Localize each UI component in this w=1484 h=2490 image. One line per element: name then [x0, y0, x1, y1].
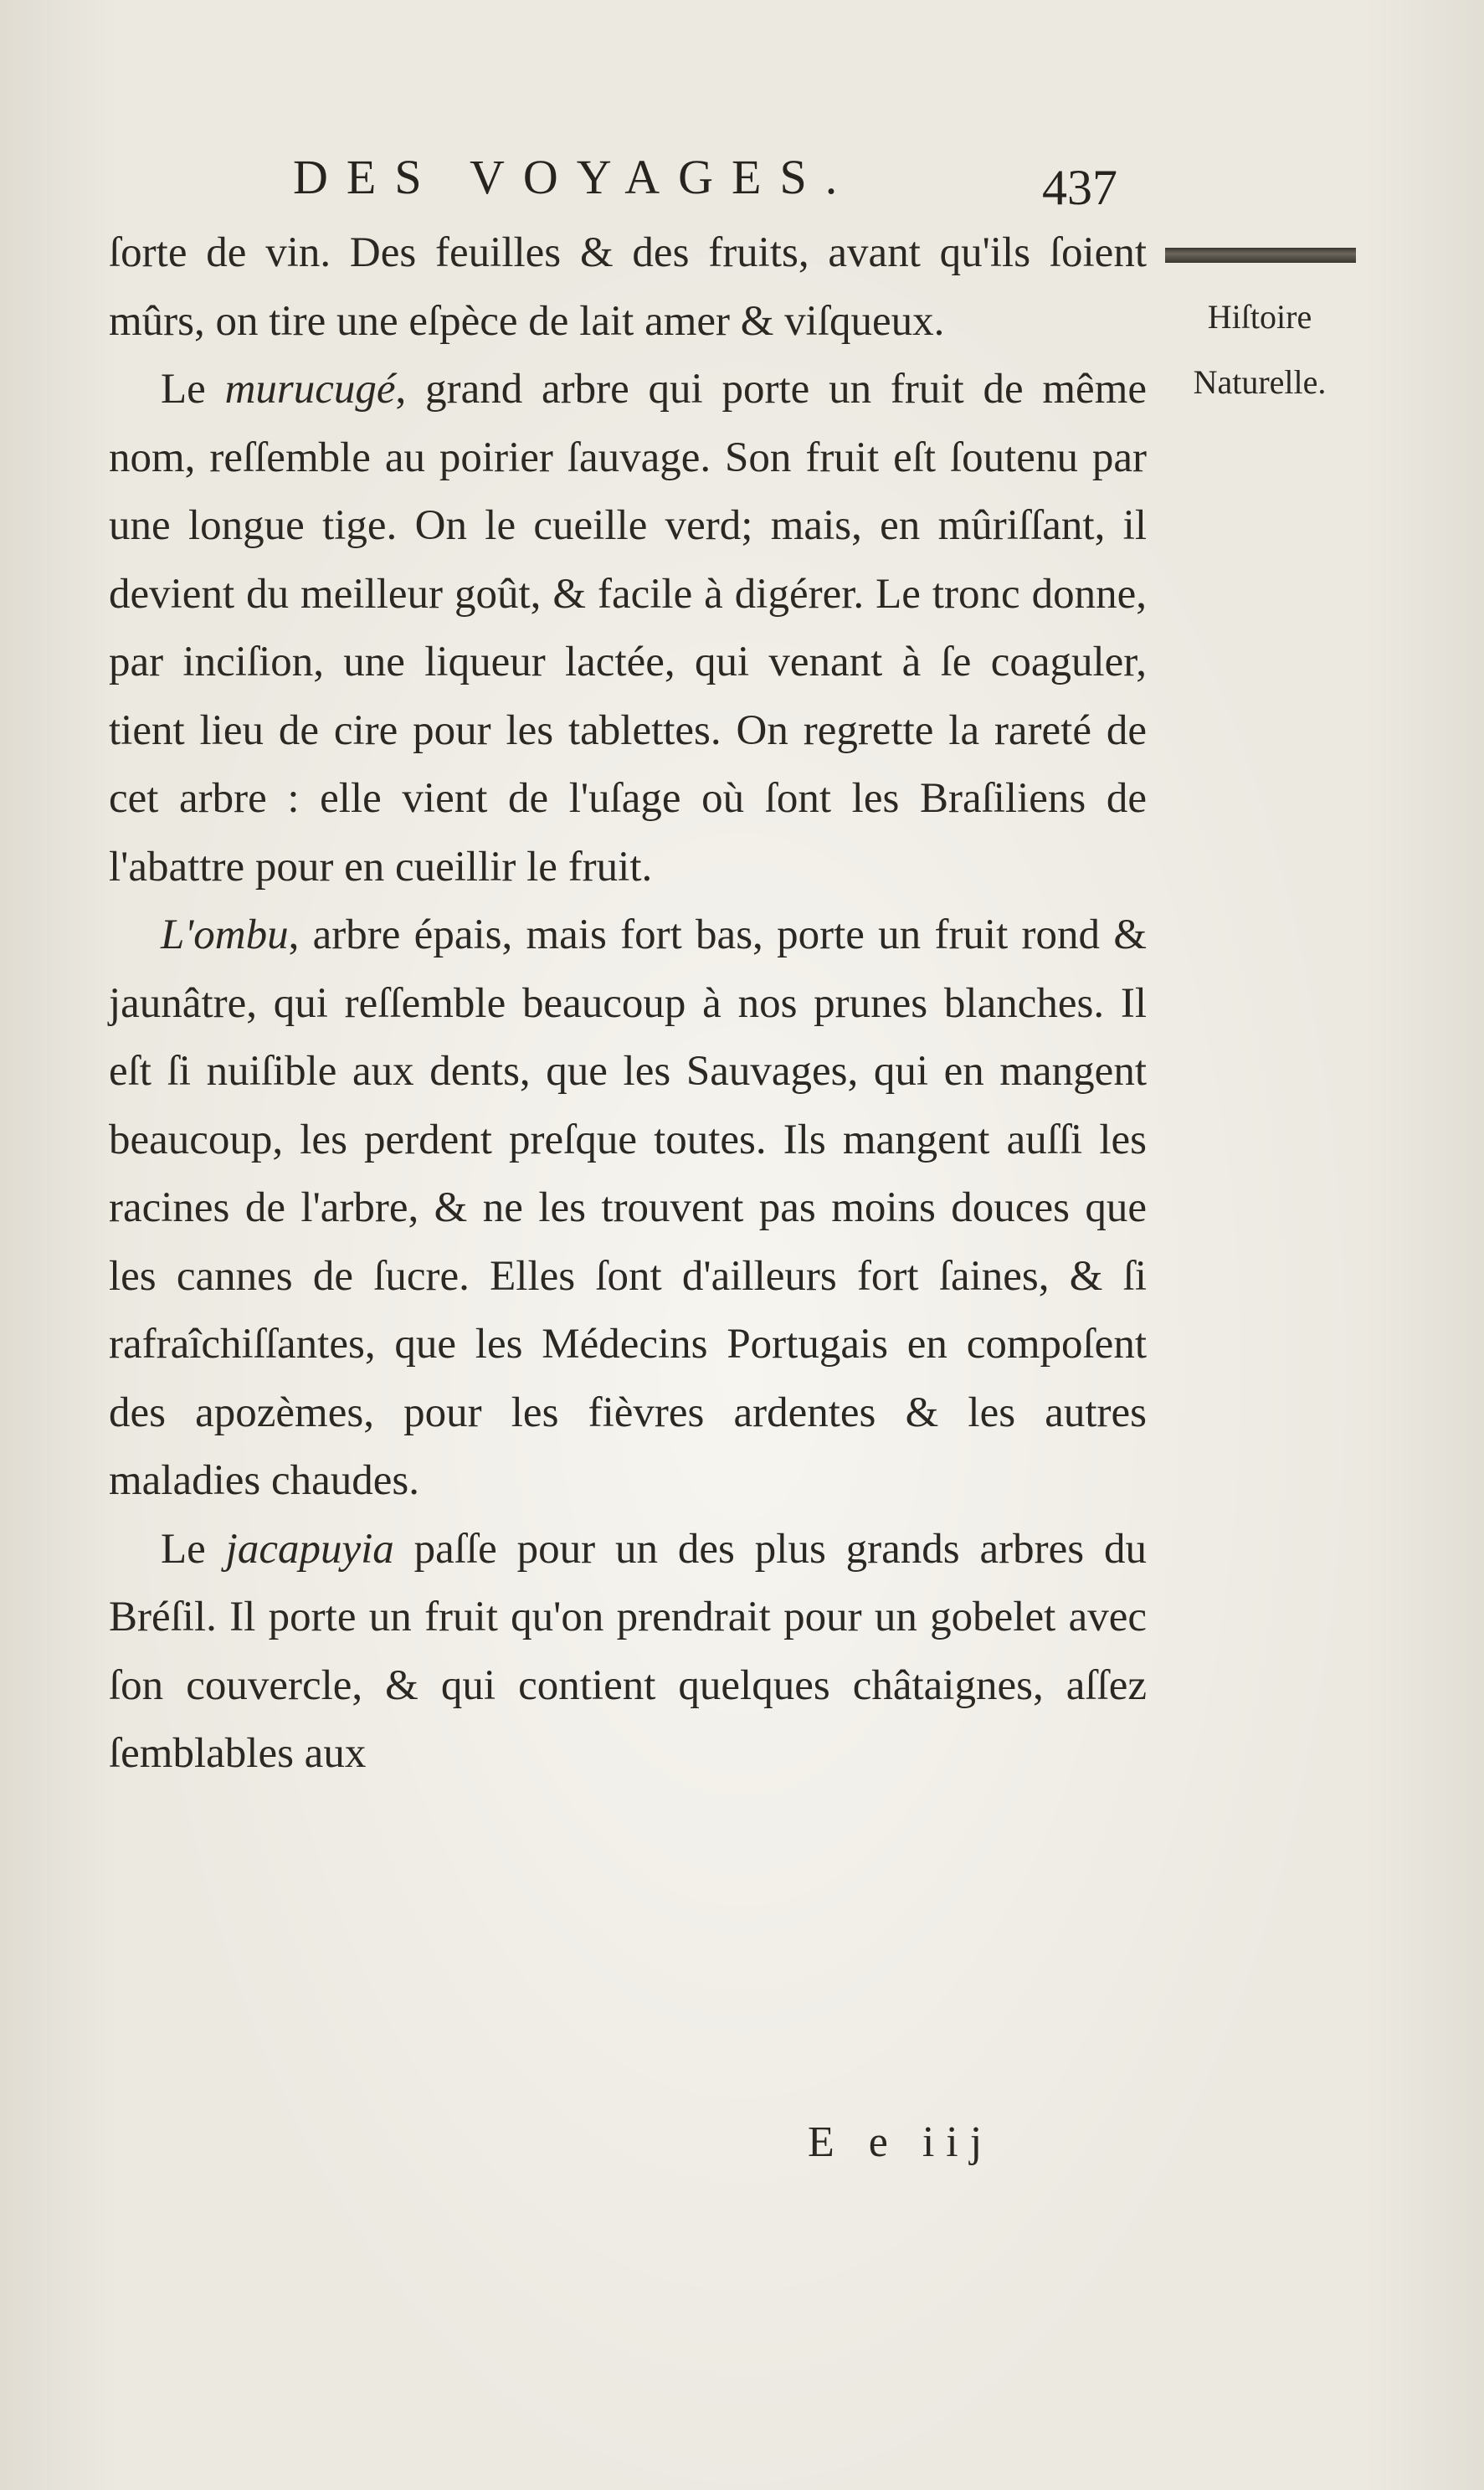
paragraph-2-text: , grand arbre qui porte un fruit de même nom, reſſemble au poirier ſauvage. Son fruit eſt ſoutenu par une longue tige. On le cueille verd; mais, en mûriſſant, il devient du meilleur goût, & facile à digérer. Le tronc donne, par inciſion, une liqueur lactée, qui venant à ſe coaguler, tient lieu de cire pour les tablettes. On regrette la rareté de cet arbre : elle vient de l'uſage où ſont les Braſiliens de l'abattre pour en cueillir le fruit.	[109, 366, 1148, 891]
body-text	[109, 219, 1147, 1789]
paragraph-2-lead: Le	[161, 366, 225, 413]
paragraph-4	[109, 1516, 1147, 1789]
paragraph-4-lead: Le	[161, 1525, 226, 1573]
page-number: 437	[1042, 160, 1117, 215]
paragraph-3-term: L'ombu	[161, 911, 289, 958]
paragraph-1	[109, 219, 1147, 356]
running-title: DES VOYAGES.	[293, 150, 856, 204]
margin-note-line-1: Hiſtoire	[1207, 298, 1312, 336]
paragraph-1-text: ſorte de vin. Des feuilles & des fruits, avant qu'ils ſoient mûrs, on tire une eſpèce de lait amer & viſqueux.	[109, 229, 1147, 345]
paragraph-2-term: murucugé	[224, 366, 396, 413]
paragraph-3-text: , arbre épais, mais fort bas, porte un fruit rond & jaunâtre, qui reſſemble beaucoup à nos prunes blanches. Il eſt ſi nuiſible aux dents, que les Sauvages, qui en mangent beaucoup, les perdent preſque toutes. Ils mangent auſſi les racines de l'arbre, & ne les trouvent pas moins douces que les cannes de ſucre. Elles ſont d'ailleurs fort ſaines, & ſi rafraîchiſſantes, que les Médecins Portugais en compoſent des apozèmes, pour les fièvres ardentes & les autres maladies chaudes.	[109, 911, 1147, 1504]
paragraph-3	[109, 901, 1147, 1516]
signature-mark: E e iij	[808, 2118, 994, 2166]
margin-note-line-2: Naturelle.	[1193, 363, 1327, 401]
margin-note	[1159, 285, 1360, 415]
margin-rule	[1165, 248, 1356, 263]
paragraph-4-text: paſſe pour un des plus grands arbres du Bréſil. Il porte un fruit qu'on prendrait pour un gobelet avec ſon couvercle, & qui contient quelques châtaignes, aſſez ſemblables aux	[109, 1525, 1147, 1777]
paragraph-2	[109, 356, 1147, 901]
paragraph-4-term: jacapuyia	[225, 1525, 394, 1573]
